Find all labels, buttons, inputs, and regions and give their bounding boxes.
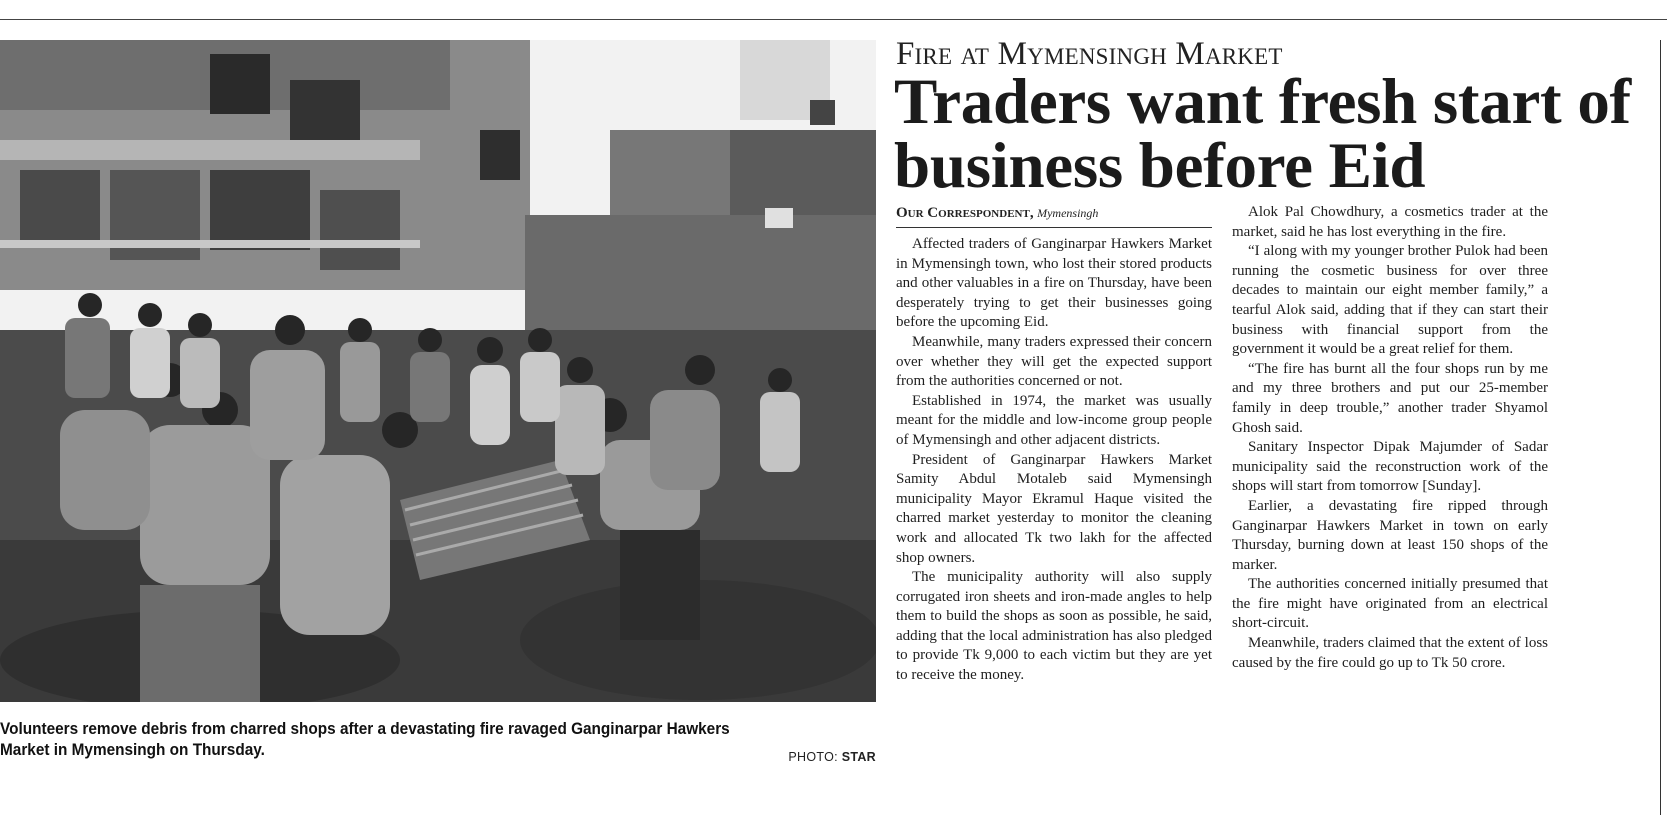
photo-credit — [788, 750, 876, 764]
paragraph: The authorities concerned initially presumed that the fire might have originated from an electrical short-circuit. — [1232, 576, 1548, 632]
byline-place: Mymensingh — [1037, 206, 1099, 220]
photo-credit-source: STAR — [841, 750, 876, 764]
paragraph: “I along with my younger brother Pulok had been running the cosmetic business for over three decades to maintain our eight member family,” a tearful Alok said, adding that if they can start their business with financial support from the government it would be a great relief for them. — [1232, 243, 1548, 358]
paragraph: Sanitary Inspector Dipak Majumder of Sadar municipality said the reconstruction work of the shops will start from tomorrow [Sunday]. — [1232, 439, 1548, 495]
paragraph: President of Ganginarpar Hawkers Market Samity Abdul Motaleb said Mymensingh municipality Mayor Ekramul Haque visited the charred market yesterday to monitor the cleaning work and allocated Tk two lakh for the affected shop owners. — [896, 451, 1212, 566]
paragraph: The municipality authority will also supply corrugated iron sheets and iron-made angles to help them to build the shops as soon as possible, he said, adding that the local administration has also pledged to provide Tk 9,000 to each victim but they are yet to receive the money. — [896, 569, 1212, 684]
paragraph: Established in 1974, the market was usually meant for the middle and low-income group people of Mymensingh and other adjacent districts. — [896, 392, 1212, 448]
kicker: Fire at Mymensingh Market — [896, 36, 1283, 72]
article-column-2 — [1232, 203, 1548, 673]
byline-name: Our Correspondent, — [896, 205, 1034, 221]
photo-caption: Volunteers remove debris from charred shops after a devastating fire ravaged Ganginarpar Hawkers Market in Mymensingh on Thursday. — [0, 720, 730, 759]
news-photo — [0, 40, 876, 702]
headline: Traders want fresh start of business before Eid — [894, 66, 1631, 202]
top-rule — [0, 19, 1667, 20]
paragraph: Earlier, a devastating fire ripped through Ganginarpar Hawkers Market in town on early Thursday, burning down at least 150 shops of the marker. — [1232, 497, 1548, 573]
paragraph: Affected traders of Ganginarpar Hawkers Market in Mymensingh town, who lost their stored products and other valuables in a fire on Thursday, have been desperately trying to get their businesses going before the upcoming Eid. — [896, 236, 1212, 331]
column-rule — [1660, 40, 1661, 815]
article-column-1 — [896, 235, 1212, 686]
paragraph: Alok Pal Chowdhury, a cosmetics trader at the market, said he has lost everything in the fire. — [1232, 204, 1548, 240]
photo-credit-prefix: PHOTO: — [788, 750, 838, 764]
paragraph: Meanwhile, traders claimed that the extent of loss caused by the fire could go up to Tk 50 crore. — [1232, 635, 1548, 671]
paragraph: Meanwhile, many traders expressed their concern over whether they will get the expected support from the authorities concerned or not. — [896, 333, 1212, 390]
photo-illustration — [0, 40, 876, 702]
byline — [896, 205, 1212, 228]
paragraph: “The fire has burnt all the four shops run by me and my three brothers and put our 25-member family in deep trouble,” another trader Shyamol Ghosh said. — [1232, 360, 1548, 436]
